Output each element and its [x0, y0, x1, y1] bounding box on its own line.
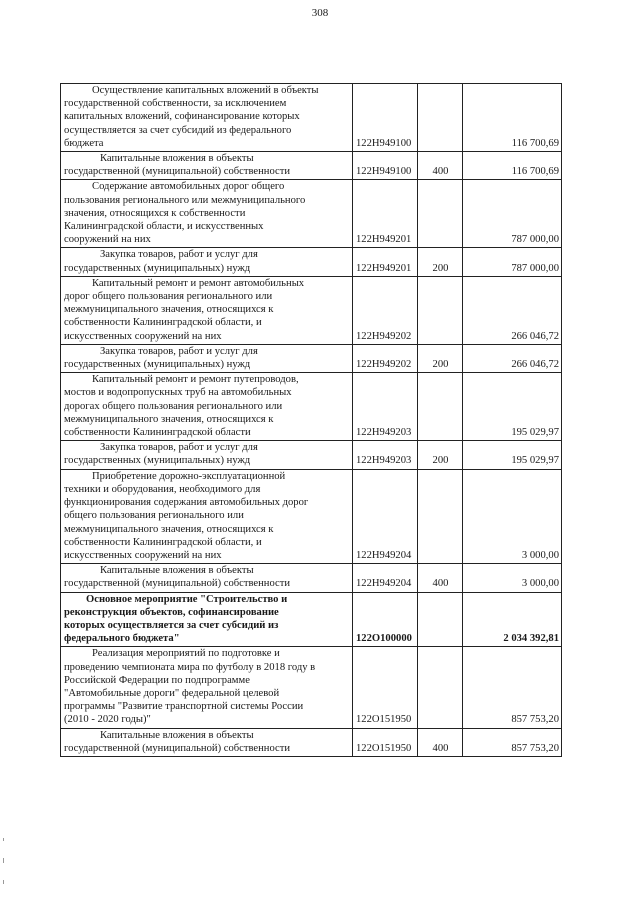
table-row [61, 84, 562, 152]
item-name-line: Основное мероприятие "Строительство и [86, 593, 288, 605]
table-row [61, 248, 562, 276]
item-code-cell: 122Н949100 [353, 84, 418, 152]
item-name-cell [61, 84, 353, 152]
item-name-cell [61, 276, 353, 344]
item-name-line: Содержание автомобильных дорог общего [92, 181, 285, 193]
item-type-cell: 400 [418, 152, 463, 180]
item-name-line: осуществляется за счет субсидий из федерального [64, 124, 292, 136]
item-name-cell [61, 564, 353, 592]
item-name-line: государственной (муниципальной) собственности [64, 578, 291, 590]
item-name-line: проведению чемпионата мира по футболу в 2018 году в [64, 661, 316, 673]
item-name-line: Капитальные вложения в объекты [100, 153, 254, 165]
item-code-cell: 122Н949204 [353, 469, 418, 563]
item-code-cell: 122Н949201 [353, 180, 418, 248]
budget-table [60, 83, 562, 757]
item-sum-cell: 266 046,72 [463, 344, 562, 372]
item-sum-cell: 195 029,97 [463, 373, 562, 441]
item-name-line: Капитальный ремонт и ремонт автомобильных [92, 277, 305, 289]
item-name-line: государственных (муниципальных) нужд [64, 455, 251, 467]
table-row [61, 592, 562, 647]
table-row [61, 373, 562, 441]
item-code-cell: 122Н949100 [353, 152, 418, 180]
item-type-cell [418, 276, 463, 344]
item-name-line: Капитальные вложения в объекты [100, 729, 254, 741]
item-name-cell [61, 248, 353, 276]
item-name-cell [61, 373, 353, 441]
item-name-cell [61, 592, 353, 647]
item-name-cell [61, 152, 353, 180]
item-code-cell: 122О100000 [353, 592, 418, 647]
item-code-cell: 122Н949201 [353, 248, 418, 276]
item-sum-cell: 116 700,69 [463, 152, 562, 180]
item-name-line: межмуниципального значения, относящихся к [64, 304, 274, 316]
item-code-cell: 122Н949202 [353, 344, 418, 372]
item-name-line: государственной собственности, за исключением [64, 98, 287, 110]
item-name-line: государственной (муниципальной) собственности [64, 166, 291, 178]
item-sum-cell: 116 700,69 [463, 84, 562, 152]
page-number: 308 [311, 7, 329, 19]
table-row [61, 647, 562, 728]
item-name-line: функционирования содержания автомобильных дорог [64, 497, 309, 509]
table-row [61, 728, 562, 756]
item-name-line: Капитальные вложения в объекты [100, 565, 254, 577]
table-row [61, 152, 562, 180]
item-type-cell: 400 [418, 728, 463, 756]
item-name-line: Осуществление капитальных вложений в объекты [92, 85, 319, 96]
item-name-line: собственности Калининградской области, и [64, 317, 262, 329]
item-name-line: общего пользования регионального или [64, 510, 244, 522]
item-name-line: собственности Калининградской области [64, 427, 251, 439]
item-name-line: Капитальный ремонт и ремонт путепроводов, [92, 374, 299, 386]
table-row [61, 180, 562, 248]
item-code-cell: 122О151950 [353, 728, 418, 756]
item-name-line: Калининградской области, и искусственных [64, 221, 264, 233]
item-name-line: дорог общего пользования регионального или [64, 291, 273, 303]
item-name-line: межмуниципального значения, относящихся к [64, 413, 274, 425]
item-name-cell [61, 441, 353, 469]
item-name-line: Приобретение дорожно-эксплуатационной [92, 470, 286, 482]
item-name-line: государственной (муниципальной) собственности [64, 742, 291, 754]
item-name-line: Закупка товаров, работ и услуг для [100, 442, 258, 454]
item-name-line: техники и оборудования, необходимого для [64, 483, 261, 495]
item-name-line: Закупка товаров, работ и услуг для [100, 249, 258, 261]
item-sum-cell: 2 034 392,81 [463, 592, 562, 647]
item-sum-cell: 3 000,00 [463, 564, 562, 592]
item-code-cell: 122Н949204 [353, 564, 418, 592]
item-type-cell [418, 84, 463, 152]
item-name-cell [61, 469, 353, 563]
item-name-line: бюджета [64, 137, 104, 149]
item-name-line: сооружений на них [64, 234, 151, 246]
table-row [61, 441, 562, 469]
item-name-cell [61, 728, 353, 756]
item-name-line: федерального бюджета" [64, 633, 180, 645]
item-type-cell: 200 [418, 248, 463, 276]
item-name-line: программы "Развитие транспортной системы России [64, 701, 304, 713]
item-name-line: собственности Калининградской области, и [64, 536, 262, 548]
item-name-cell [61, 647, 353, 728]
item-type-cell: 400 [418, 564, 463, 592]
table-row [61, 344, 562, 372]
scan-mark [3, 880, 4, 884]
item-name-line: пользования регионального или межмуниципального [64, 194, 306, 206]
table-row [61, 564, 562, 592]
item-sum-cell: 787 000,00 [463, 248, 562, 276]
item-code-cell: 122Н949202 [353, 276, 418, 344]
table-row [61, 469, 562, 563]
item-name-line: искусственных сооружений на них [64, 549, 222, 561]
item-code-cell: 122Н949203 [353, 441, 418, 469]
item-name-line: (2010 - 2020 годы)" [64, 714, 151, 726]
item-name-line: "Автомобильные дороги" федеральной целевой [64, 687, 280, 699]
item-name-line: Российской Федерации по подпрограмме [64, 674, 250, 686]
item-sum-cell: 3 000,00 [463, 469, 562, 563]
item-name-cell [61, 344, 353, 372]
item-sum-cell: 195 029,97 [463, 441, 562, 469]
item-type-cell [418, 592, 463, 647]
item-sum-cell: 266 046,72 [463, 276, 562, 344]
item-type-cell [418, 180, 463, 248]
item-name-line: Реализация мероприятий по подготовке и [92, 648, 280, 660]
item-name-line: искусственных сооружений на них [64, 330, 222, 342]
scan-mark [3, 838, 4, 841]
item-type-cell [418, 469, 463, 563]
item-name-line: капитальных вложений, софинансирование которых [64, 111, 300, 123]
item-type-cell [418, 647, 463, 728]
item-type-cell: 200 [418, 441, 463, 469]
item-type-cell: 200 [418, 344, 463, 372]
item-name-line: реконструкция объектов, софинансирование [64, 606, 279, 618]
item-name-line: государственных (муниципальных) нужд [64, 262, 251, 274]
item-name-line: дорогах общего пользования регионального или [64, 400, 283, 412]
item-name-line: государственных (муниципальных) нужд [64, 359, 251, 371]
scan-mark [3, 858, 4, 863]
item-name-line: значения, относящихся к собственности [64, 207, 246, 219]
budget-table-body [61, 84, 562, 757]
item-sum-cell: 857 753,20 [463, 728, 562, 756]
item-name-line: мостов и водопропускных труб на автомобильных [64, 387, 292, 399]
item-name-line: межмуниципального значения, относящихся к [64, 523, 274, 535]
item-sum-cell: 857 753,20 [463, 647, 562, 728]
item-sum-cell: 787 000,00 [463, 180, 562, 248]
item-type-cell [418, 373, 463, 441]
item-name-cell [61, 180, 353, 248]
table-row [61, 276, 562, 344]
item-name-line: Закупка товаров, работ и услуг для [100, 345, 258, 357]
item-code-cell: 122О151950 [353, 647, 418, 728]
item-code-cell: 122Н949203 [353, 373, 418, 441]
item-name-line: которых осуществляется за счет субсидий из [64, 619, 279, 631]
